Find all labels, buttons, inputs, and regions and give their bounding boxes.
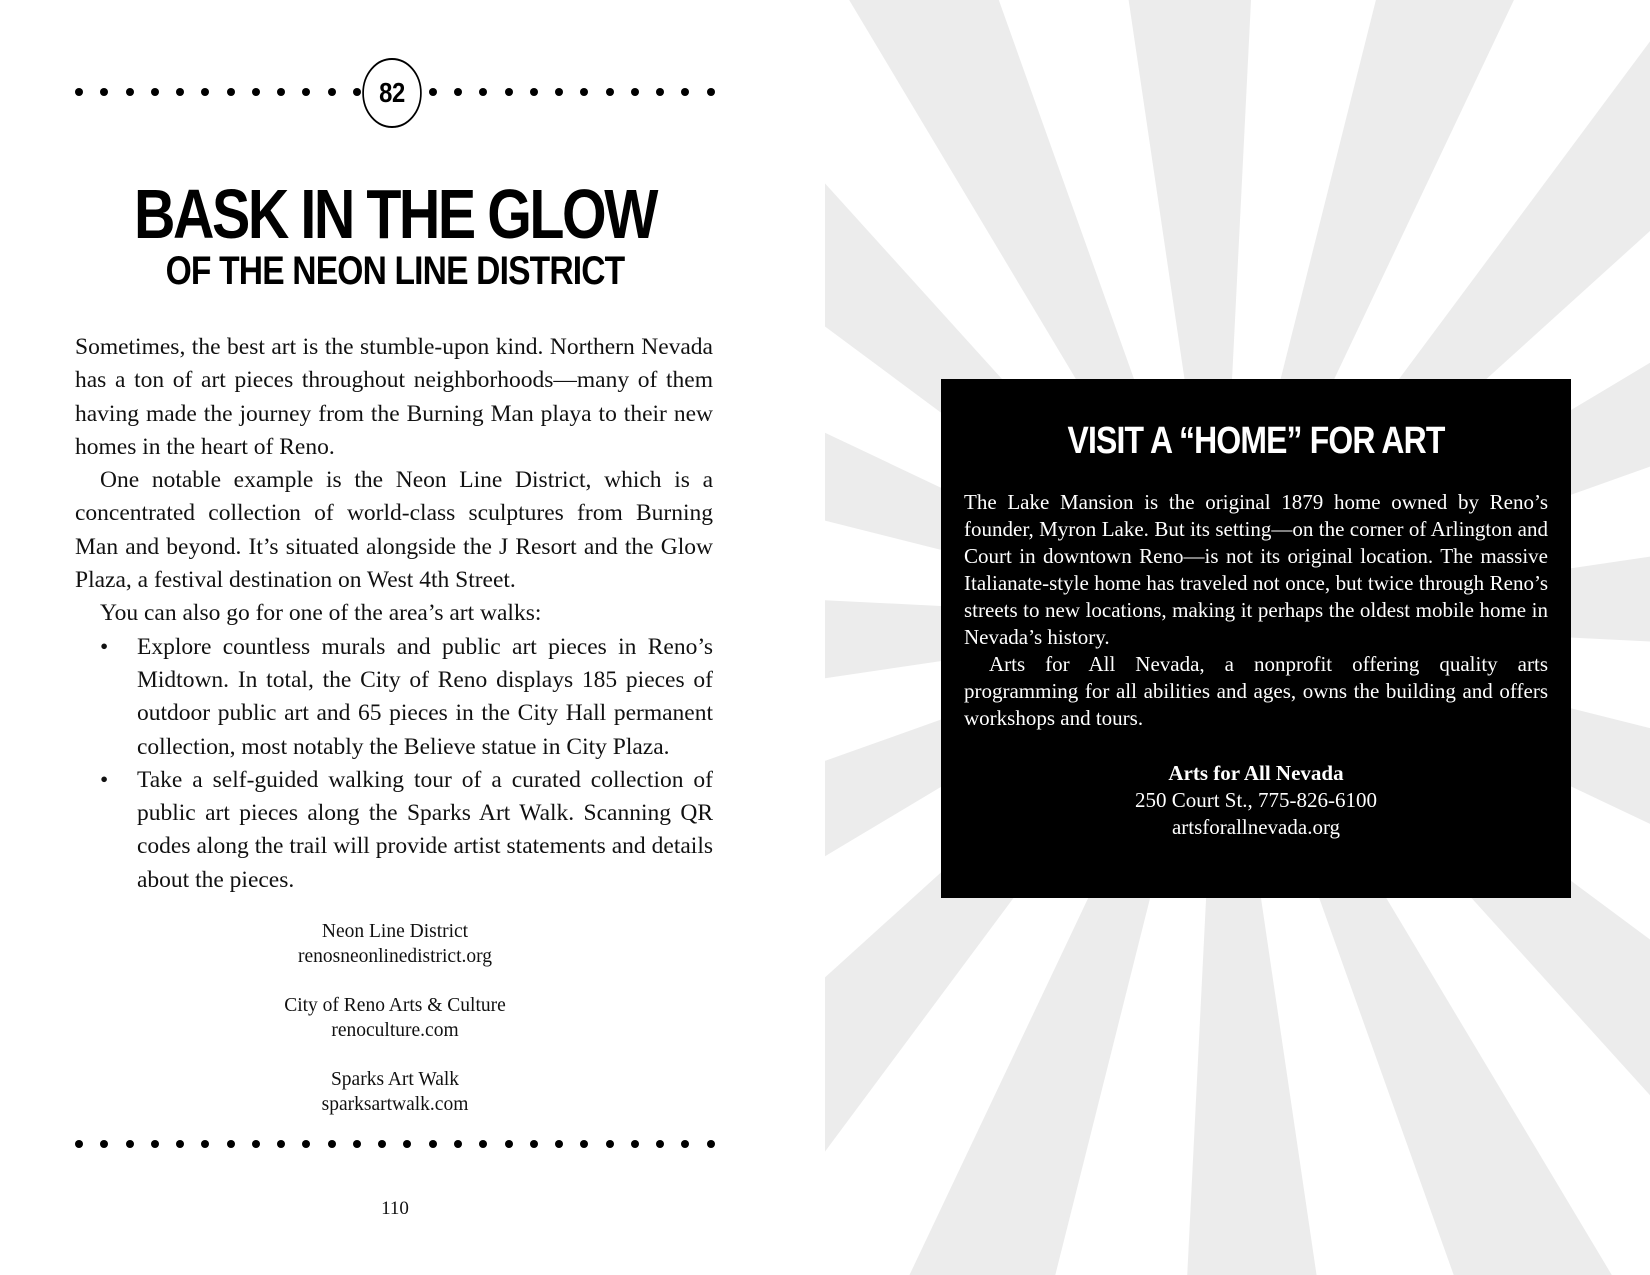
contact-address-phone: 250 Court St., 775-826-6100 [1134,788,1378,812]
sidebar-box [941,379,1571,898]
paragraph-intro: Sometimes, the best art is the stumble-upon kind. Northern Nevada has a ton of art pieces throughout neighborhoods—many of them having made the journey from the Burning Man playa to their new homes in the heart of Reno. [75,334,713,460]
resource-name: Sparks Art Walk [330,1069,460,1090]
contact-website-link[interactable]: artsforallnevada.org [1171,815,1341,839]
resource-link[interactable]: sparksartwalk.com [321,1094,469,1115]
bottom-dot-rule [75,1138,715,1150]
resource-link[interactable]: renosneonlinedistrict.org [297,946,493,967]
resource-name: City of Reno Arts & Culture [284,995,506,1016]
resource-entry [75,1067,715,1117]
resource-link[interactable]: renoculture.com [331,1020,459,1041]
list-item-text: Explore countless murals and public art pieces in Reno’s Midtown. In total, the City of Reno displays 185 pieces of outdoor public art and 65 pieces in the City Hall permanent collection, most notably the Believe statue in City Plaza. [137,633,713,760]
paragraph-neon-line: One notable example is the Neon Line District, which is a concentrated collection of world-class sculptures from Burning Man and beyond. It’s situated alongside the J Resort and the Glow Plaza, a festival destination on West 4th Street. [75,467,713,594]
resource-list [75,919,715,1141]
paragraph-art-walks: You can also go for one of the area’s art walks: [100,600,542,627]
resource-entry [75,919,715,969]
sidebar-paragraph: Arts for All Nevada, a nonprofit offering quality arts programming for all abilities and ages, owns the building and offers workshops and tours. [964,652,1548,730]
contact-org-name: Arts for All Nevada [1168,761,1344,785]
page-title: BASK IN THE GLOW [134,175,656,253]
resource-entry [75,993,715,1043]
sidebar-paragraph: The Lake Mansion is the original 1879 home owned by Reno’s founder, Myron Lake. But its setting—on the corner of Arlington and Court in downtown Reno—is not its original location. The massive Italianate-style home has traveled not once, but twice through Reno’s streets to new locations, making it perhaps the oldest mobile home in Nevada’s history. [964,490,1548,649]
page-number: 110 [381,1198,409,1219]
resource-name: Neon Line District [321,921,469,942]
sidebar-contact [964,760,1548,841]
art-walk-list [75,631,713,897]
tip-number-badge: 82 [362,58,422,128]
article-body [75,331,713,897]
right-page [825,0,1650,1275]
list-item-text: Take a self-guided walking tour of a curated collection of public art pieces along the Sparks Art Walk. Scanning QR codes along the trail will provide artist statements and details about the pieces. [137,766,713,893]
sidebar-body [964,489,1548,732]
list-item [75,764,713,897]
page-subtitle: OF THE NEON LINE DISTRICT [165,249,625,293]
bullet-icon: • [100,766,109,793]
sidebar-title: VISIT A “HOME” FOR ART [1067,420,1445,462]
bullet-icon: • [100,633,109,660]
list-item [75,631,713,764]
